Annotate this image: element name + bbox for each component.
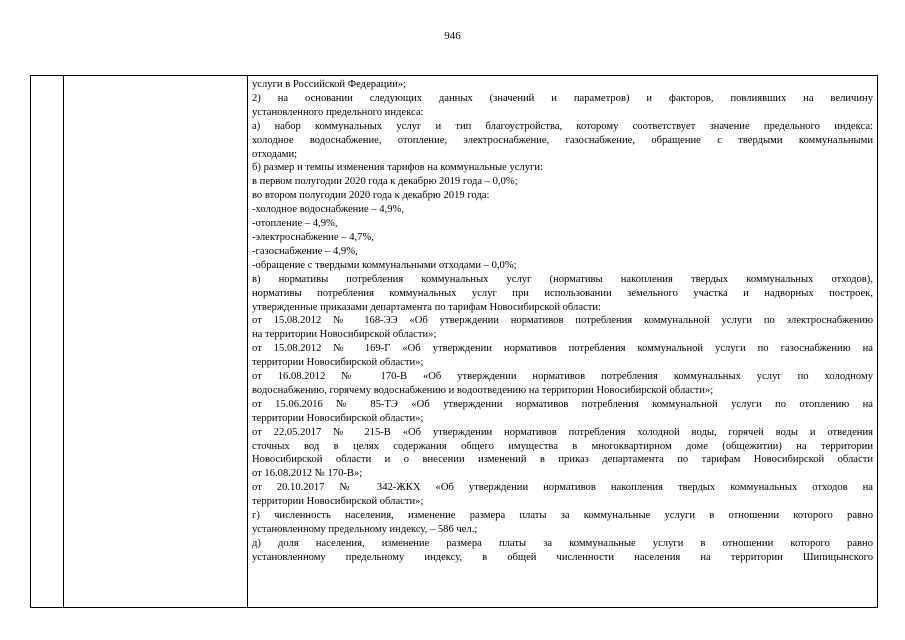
text-line: холодное водоснабжение, отопление, электроснабжение, газоснабжение, обращение с твердыми коммунальными: [252, 134, 873, 146]
text-line: во втором полугодии 2020 года к декабрю 2019 года:: [252, 190, 490, 202]
text-line: в) нормативы потребления коммунальных услуг (нормативы накопления твердых коммунальных отходов),: [252, 273, 873, 285]
text-line: территории Новосибирской области»;: [252, 496, 424, 508]
text-line: территории Новосибирской области»;: [252, 412, 424, 424]
text-line: 2) на основании следующих данных (значений и параметров) и факторов, повлиявших на величину: [252, 92, 873, 104]
text-line: а) набор коммунальных услуг и тип благоустройства, которому соответствует значение предельного индекса:: [252, 120, 873, 132]
text-line: сточных вод в целях содержания общего имущества в многоквартирном доме (общежитии) на территории: [252, 440, 873, 452]
text-line: водоснабжению, горячему водоснабжению и водоотведению на территории Новосибирской области»;: [252, 384, 714, 396]
table-column-number: [31, 76, 64, 607]
text-line: установленного предельного индекса:: [252, 106, 424, 118]
text-line: установленному предельному индексу, – 586 чел.;: [252, 524, 478, 535]
document-table: [30, 75, 878, 608]
text-line: от 22.05.2017 № 215-В «Об утверждении нормативов потребления холодной воды, горячей воды и отведения: [252, 426, 873, 438]
text-line: Новосибирской области и о внесении изменений в приказ департамента по тарифам Новосибирской области: [252, 454, 873, 466]
text-line: -холодное водоснабжение – 4,9%,: [252, 204, 404, 216]
text-line: в первом полугодии 2020 года к декабрю 2019 года – 0,0%;: [252, 176, 518, 188]
text-line: от 15.08.2012 № 169-Г «Об утверждении нормативов потребления коммунальной услуги по газоснабжению на: [252, 343, 873, 355]
text-line: г) численность населения, изменение размера платы за коммунальные услуги в отношении которого равно: [252, 510, 873, 522]
text-line: -электроснабжение – 4,7%,: [252, 231, 374, 243]
text-line: от 15.06.2016 № 85-ТЭ «Об утверждении нормативов потребления коммунальной услуги по отоплению на: [252, 398, 873, 410]
text-line: от 20.10.2017 № 342-ЖКХ «Об утверждении нормативов накопления твердых коммунальных отходов на: [252, 482, 873, 494]
text-line: территории Новосибирской области»;: [252, 357, 424, 369]
page-number: 946: [444, 30, 461, 42]
text-line: б) размер и темпы изменения тарифов на коммунальные услуги:: [252, 162, 544, 174]
text-line: установленному предельному индексу, в общей численности населения на территории Шипицынского: [252, 551, 873, 563]
text-line: д) доля населения, изменение размера платы за коммунальные услуги в отношении которого равно: [252, 537, 873, 549]
table-column-content: [248, 76, 877, 607]
text-line: от 16.08.2012 № 170-В»;: [252, 468, 363, 480]
table-column-name: [64, 76, 248, 607]
text-line: от 16.08.2012 № 170-В «Об утверждении нормативов потребления коммунальных услуг по холодному: [252, 371, 873, 383]
text-line: -обращение с твердыми коммунальными отходами – 0,0%;: [252, 259, 517, 271]
content-text-block: [248, 76, 877, 565]
text-line: от 15.08.2012 № 168-ЭЭ «Об утверждении нормативов потребления коммунальной услуги по электроснабжению: [252, 315, 873, 327]
text-line: услуги в Российской Федерации»;: [252, 79, 407, 90]
text-line: отходами;: [252, 148, 298, 160]
text-line: -газоснабжение – 4,9%,: [252, 245, 358, 257]
text-line: на территории Новосибирской области»;: [252, 329, 437, 341]
text-line: нормативы потребления коммунальных услуг при использовании земельного участка и надворных построек,: [252, 287, 873, 299]
text-line: -отопление – 4,9%,: [252, 218, 338, 230]
text-line: утвержденные приказами департамента по тарифам Новосибирской области:: [252, 301, 601, 313]
